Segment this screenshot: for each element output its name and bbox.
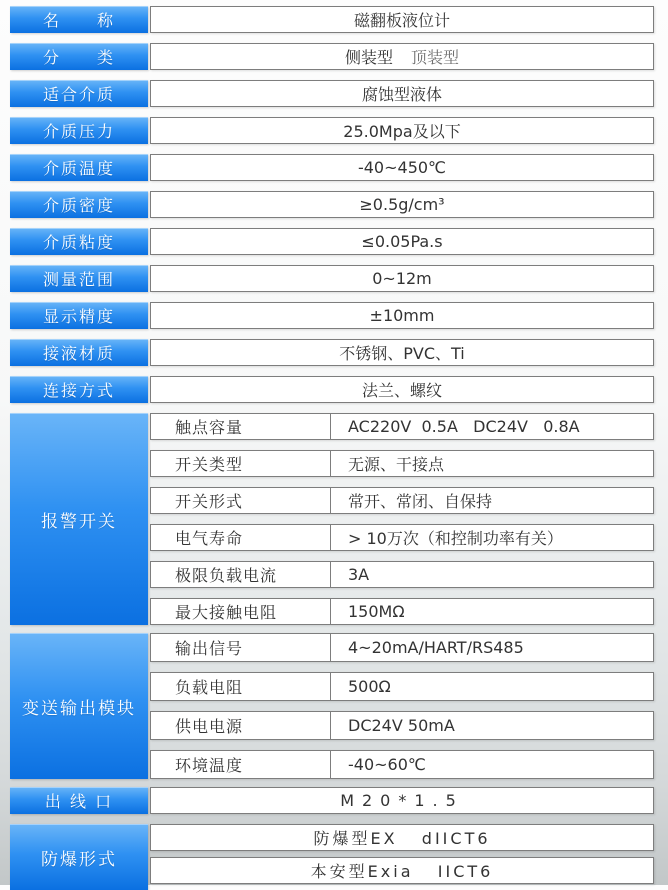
- row-label: 分 类: [10, 43, 148, 70]
- spec-row-viscosity: [10, 228, 654, 255]
- transmitter-module-section: [10, 633, 654, 779]
- subrow-value: AC220V 0.5A DC24V 0.8A: [348, 417, 580, 436]
- row-value: [150, 43, 654, 70]
- row-label: 出 线 口: [10, 787, 148, 814]
- spec-row-cable-outlet: [10, 787, 654, 814]
- subrow-value: -40~60℃: [348, 755, 426, 774]
- row-value: 0~12m: [150, 265, 654, 292]
- subrow-value: > 10万次（和控制功率有关）: [348, 529, 563, 548]
- subrow-value: 3A: [348, 565, 370, 584]
- spec-row-wetted-material: [10, 339, 654, 366]
- subrow-label: 开关类型: [151, 451, 331, 476]
- spec-subrow: [150, 413, 654, 440]
- row-label: 适合介质: [10, 80, 148, 107]
- spec-row-category: [10, 43, 654, 70]
- subrow-label: 极限负载电流: [151, 562, 331, 587]
- subrow-value: 500Ω: [348, 677, 391, 696]
- explosion-proof-section: [10, 824, 654, 890]
- row-label: 连接方式: [10, 376, 148, 403]
- spec-row-name: [10, 6, 654, 33]
- spec-row-connection: [10, 376, 654, 403]
- subrow-value: DC24V 50mA: [348, 716, 455, 735]
- spec-row-density: [10, 191, 654, 218]
- category-top-mounted: 顶装型: [411, 48, 460, 67]
- subrow-value: 本安型Exia IICT6: [310, 862, 494, 881]
- row-value: 法兰、螺纹: [150, 376, 654, 403]
- subrow-label: 触点容量: [151, 414, 331, 439]
- subrow-value: 防爆型EX dIICT6: [313, 829, 491, 848]
- row-label: 测量范围: [10, 265, 148, 292]
- row-value: 磁翻板液位计: [150, 6, 654, 33]
- spec-subrow: [150, 633, 654, 662]
- transmitter-subrows: [150, 633, 654, 779]
- row-value: ≤0.05Pa.s: [150, 228, 654, 255]
- subrow-label: 负载电阻: [151, 673, 331, 700]
- row-value: M20*1.5: [150, 787, 654, 814]
- section-label: 报警开关: [10, 413, 148, 625]
- spec-row-pressure: [10, 117, 654, 144]
- subrow-value: 常开、常闭、自保持: [348, 492, 493, 511]
- row-label: 名 称: [10, 6, 148, 33]
- row-label: 介质粘度: [10, 228, 148, 255]
- subrow-label: 环境温度: [151, 751, 331, 778]
- alarm-subrows: [150, 413, 654, 625]
- row-value: 不锈钢、PVC、Ti: [150, 339, 654, 366]
- section-label: 防爆形式: [10, 824, 148, 890]
- row-label: 显示精度: [10, 302, 148, 329]
- spec-subrow: [150, 598, 654, 625]
- spec-row-accuracy: [10, 302, 654, 329]
- subrow-label: 供电电源: [151, 712, 331, 739]
- subrow-value: 4~20mA/HART/RS485: [348, 638, 524, 657]
- subrow-label: 电气寿命: [151, 525, 331, 550]
- spec-row-range: [10, 265, 654, 292]
- row-value: ±10mm: [150, 302, 654, 329]
- explosion-subrows: [150, 824, 654, 890]
- spec-subrow: [150, 672, 654, 701]
- spec-row-temperature: [10, 154, 654, 181]
- spec-subrow: [150, 450, 654, 477]
- row-value: 腐蚀型液体: [150, 80, 654, 107]
- row-label: 接液材质: [10, 339, 148, 366]
- subrow-label: 最大接触电阻: [151, 599, 331, 624]
- category-side-mounted: 侧装型: [344, 48, 393, 67]
- spec-subrow: [150, 524, 654, 551]
- section-label: 变送输出模块: [10, 633, 148, 779]
- row-label: 介质密度: [10, 191, 148, 218]
- row-value: 25.0Mpa及以下: [150, 117, 654, 144]
- spec-subrow: [150, 750, 654, 779]
- spec-subrow: [150, 857, 654, 884]
- alarm-switch-section: [10, 413, 654, 625]
- subrow-label: 输出信号: [151, 634, 331, 661]
- spec-row-medium: [10, 80, 654, 107]
- row-value: -40~450℃: [150, 154, 654, 181]
- row-label: 介质温度: [10, 154, 148, 181]
- spec-subrow: [150, 711, 654, 740]
- spec-subrow: [150, 487, 654, 514]
- row-label: 介质压力: [10, 117, 148, 144]
- subrow-value: 150MΩ: [348, 602, 405, 621]
- spec-subrow: [150, 561, 654, 588]
- row-value: ≥0.5g/cm³: [150, 191, 654, 218]
- subrow-value: 无源、干接点: [348, 455, 445, 474]
- spec-subrow: [150, 824, 654, 851]
- subrow-label: 开关形式: [151, 488, 331, 513]
